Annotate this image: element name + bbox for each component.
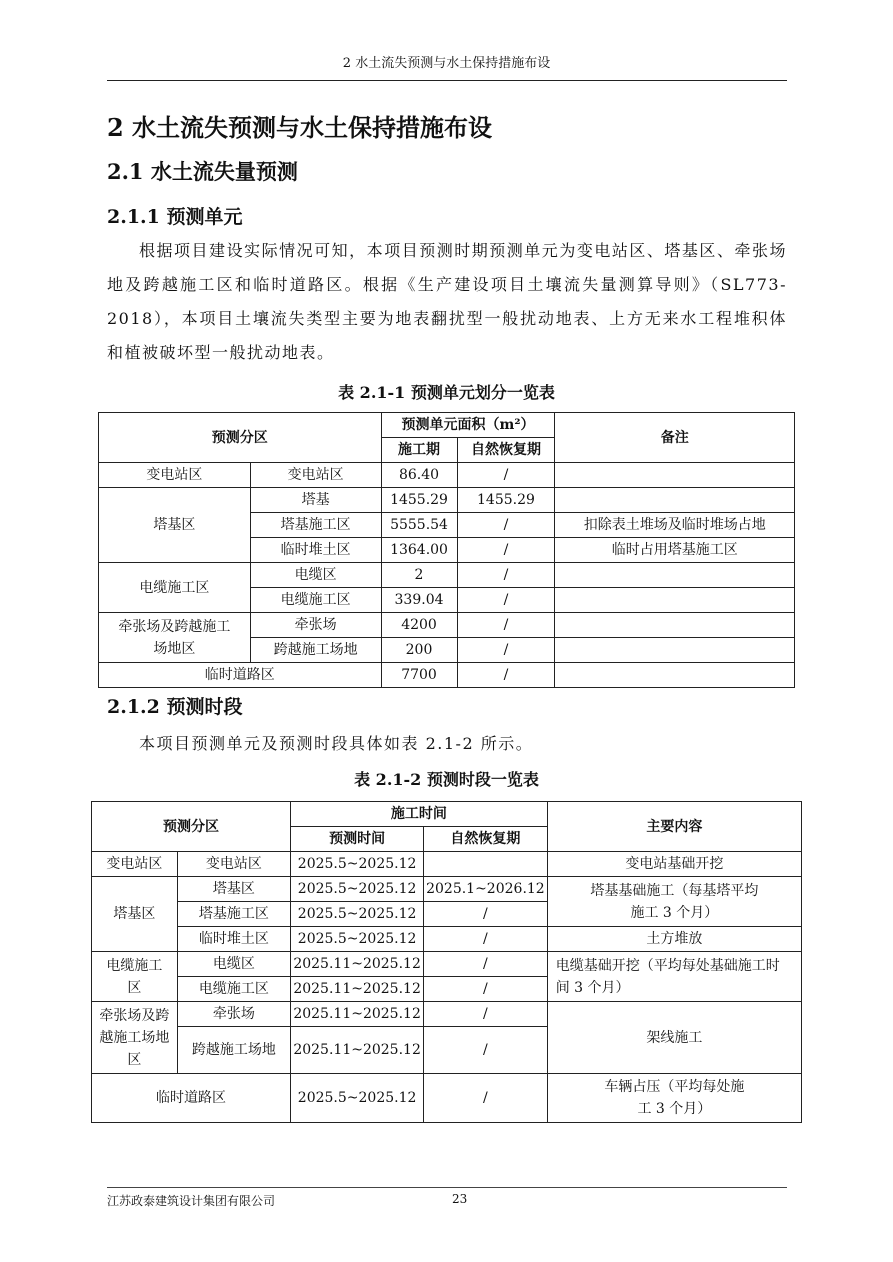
subsection-title-units: 2.1.1 预测单元 — [107, 206, 243, 228]
t1-recover: / — [457, 613, 555, 638]
t2-pred: 2025.5~2025.12 — [291, 902, 424, 927]
t2-pred: 2025.5~2025.12 — [291, 852, 424, 877]
table-prediction-periods — [91, 801, 802, 1123]
t2-pred: 2025.11~2025.12 — [291, 1027, 424, 1074]
t2-sub: 牵张场 — [177, 1002, 290, 1027]
subsection-title-periods: 2.1.2 预测时段 — [107, 696, 243, 718]
t2-sub: 电缆区 — [177, 952, 290, 977]
t2-content: 塔基基础施工（每基塔平均施工 3 个月） — [547, 877, 801, 927]
t2-recover: 2025.1~2026.12 — [424, 877, 548, 902]
t1-build: 5555.54 — [381, 513, 457, 538]
t2-sub: 临时堆土区 — [177, 927, 290, 952]
t1-build: 4200 — [381, 613, 457, 638]
t1-recover: / — [457, 513, 555, 538]
t1-build: 339.04 — [381, 588, 457, 613]
table-row — [92, 1074, 802, 1123]
section-title: 2.1 水土流失量预测 — [107, 159, 298, 184]
table2-caption: 表 2.1-2 预测时段一览表 — [354, 770, 539, 789]
table-row — [99, 663, 795, 688]
table-row — [92, 1002, 802, 1027]
t2-pred: 2025.5~2025.12 — [291, 1074, 424, 1123]
t1-recover: / — [457, 538, 555, 563]
t1-recover: / — [457, 588, 555, 613]
table-row — [92, 852, 802, 877]
t1-note — [555, 588, 795, 613]
table1-caption: 表 2.1-1 预测单元划分一览表 — [338, 383, 555, 402]
t2-group: 牵张场及跨越施工场地区 — [92, 1002, 178, 1074]
table-row — [99, 613, 795, 638]
t1-group: 塔基区 — [99, 488, 251, 563]
table-prediction-units — [98, 412, 795, 688]
t1-build: 1455.29 — [381, 488, 457, 513]
t1-group: 电缆施工区 — [99, 563, 251, 613]
t1-build: 2 — [381, 563, 457, 588]
t2-recover — [424, 852, 548, 877]
t2-group: 临时道路区 — [92, 1074, 291, 1123]
header-rule — [107, 80, 787, 81]
t1-sub: 临时堆土区 — [250, 538, 381, 563]
t1-build: 7700 — [381, 663, 457, 688]
t2-header-pred: 预测时间 — [291, 827, 424, 852]
running-header: 2 水土流失预测与水土保持措施布设 — [342, 56, 551, 71]
t1-note — [555, 663, 795, 688]
t2-pred: 2025.11~2025.12 — [291, 977, 424, 1002]
paragraph-periods: 本项目预测单元及预测时段具体如表 2.1-2 所示。 — [139, 734, 534, 753]
t1-note: 扣除表土堆场及临时堆场占地 — [555, 513, 795, 538]
t1-group: 牵张场及跨越施工场地区 — [99, 613, 251, 663]
t1-note — [555, 563, 795, 588]
table-row — [92, 877, 802, 902]
table-row — [92, 927, 802, 952]
t2-sub: 电缆施工区 — [177, 977, 290, 1002]
t2-content: 土方堆放 — [547, 927, 801, 952]
t1-header-zone: 预测分区 — [99, 413, 382, 463]
t2-recover: / — [424, 1074, 548, 1123]
t2-sub: 塔基施工区 — [177, 902, 290, 927]
table-row — [99, 563, 795, 588]
t2-header-recover: 自然恢复期 — [424, 827, 548, 852]
t1-note — [555, 613, 795, 638]
t1-sub: 电缆区 — [250, 563, 381, 588]
t2-group: 塔基区 — [92, 877, 178, 952]
t2-group: 电缆施工区 — [92, 952, 178, 1002]
paragraph-units: 根据项目建设实际情况可知，本项目预测时期预测单元为变电站区、塔基区、牵张场地及跨越施工区和临时道路区。根据《生产建设项目土壤流失量测算导则》（SL773-2018），本项目土壤流失类型主要为地表翻扰型一般扰动地表、上方无来水工程堆积体和植被破坏型一般扰动地表。 — [107, 241, 787, 362]
t2-group: 变电站区 — [92, 852, 178, 877]
t1-note: 临时占用塔基施工区 — [555, 538, 795, 563]
t1-recover: / — [457, 463, 555, 488]
t1-recover: 1455.29 — [457, 488, 555, 513]
table-row — [92, 952, 802, 977]
t2-recover: / — [424, 1002, 548, 1027]
t1-header-build: 施工期 — [381, 438, 457, 463]
t1-build: 86.40 — [381, 463, 457, 488]
t2-content: 变电站基础开挖 — [547, 852, 801, 877]
t2-recover: / — [424, 977, 548, 1002]
t2-header-content: 主要内容 — [547, 802, 801, 852]
page-number: 23 — [452, 1192, 468, 1206]
t2-pred: 2025.11~2025.12 — [291, 952, 424, 977]
t1-sub: 牵张场 — [250, 613, 381, 638]
t1-header-recover: 自然恢复期 — [457, 438, 555, 463]
t1-sub: 电缆施工区 — [250, 588, 381, 613]
t1-recover: / — [457, 563, 555, 588]
t2-sub: 跨越施工场地 — [177, 1027, 290, 1074]
t2-recover: / — [424, 1027, 548, 1074]
table-row — [99, 463, 795, 488]
t1-recover: / — [457, 638, 555, 663]
t1-note — [555, 638, 795, 663]
t2-pred: 2025.11~2025.12 — [291, 1002, 424, 1027]
t2-sub: 变电站区 — [177, 852, 290, 877]
t1-group: 临时道路区 — [99, 663, 382, 688]
t2-content: 车辆占压（平均每处施工 3 个月） — [547, 1074, 801, 1123]
table-row — [99, 488, 795, 513]
t2-pred: 2025.5~2025.12 — [291, 927, 424, 952]
t2-sub: 塔基区 — [177, 877, 290, 902]
t2-recover: / — [424, 902, 548, 927]
t1-group: 变电站区 — [99, 463, 251, 488]
t1-sub: 跨越施工场地 — [250, 638, 381, 663]
t2-header-time: 施工时间 — [291, 802, 548, 827]
t1-build: 1364.00 — [381, 538, 457, 563]
footer-rule — [107, 1187, 787, 1188]
t2-header-zone: 预测分区 — [92, 802, 291, 852]
footer-company: 江苏政泰建筑设计集团有限公司 — [107, 1194, 276, 1208]
t1-sub: 塔基施工区 — [250, 513, 381, 538]
t1-note — [555, 488, 795, 513]
chapter-title: 2 水土流失预测与水土保持措施布设 — [107, 113, 493, 142]
t1-header-note: 备注 — [555, 413, 795, 463]
t1-sub: 塔基 — [250, 488, 381, 513]
t1-sub: 变电站区 — [250, 463, 381, 488]
t2-content: 架线施工 — [547, 1002, 801, 1074]
t1-header-area: 预测单元面积（m²） — [381, 413, 555, 438]
t1-build: 200 — [381, 638, 457, 663]
t1-note — [555, 463, 795, 488]
t1-recover: / — [457, 663, 555, 688]
t2-content: 电缆基础开挖（平均每处基础施工时间 3 个月） — [547, 952, 801, 1002]
t2-recover: / — [424, 927, 548, 952]
t2-recover: / — [424, 952, 548, 977]
t2-pred: 2025.5~2025.12 — [291, 877, 424, 902]
